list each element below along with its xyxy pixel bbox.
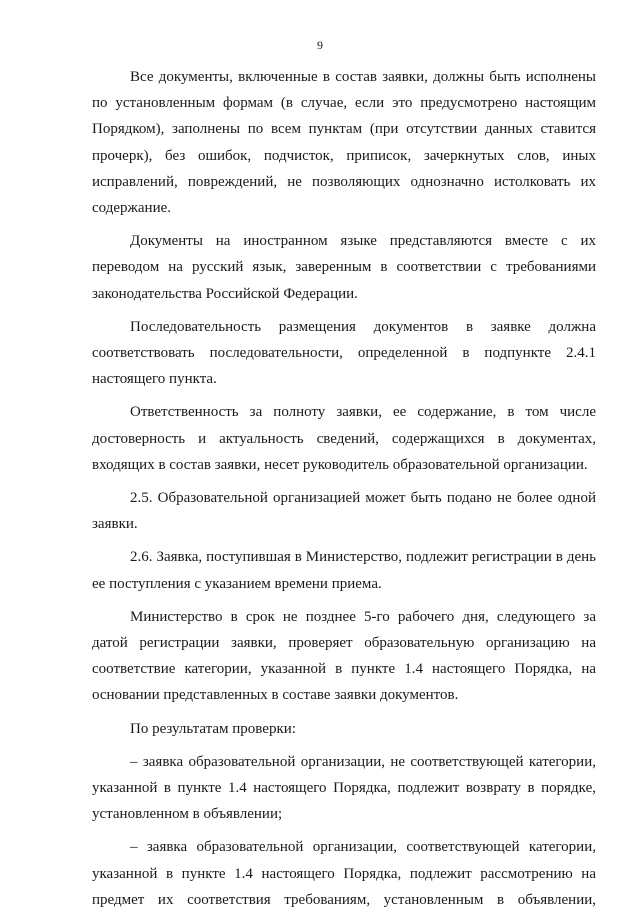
paragraph-documents-form: Все документы, включенные в состав заявки, должны быть исполнены по установленным формам (в случае, если это предусмотрено настоящим Порядком), заполнены по всем пунктам (при отсутствии данных ставится прочерк), без ошибок, подчисток, приписок, зачеркнутых слов, иных исправлений, повреждений, не позволяющих однозначно истолковать их содержание. xyxy=(92,69,596,217)
paragraph-2-6: 2.6. Заявка, поступившая в Министерство, подлежит регистрации в день ее поступления с указанием времени приема. xyxy=(92,549,596,592)
paragraph-check-results: По результатам проверки: xyxy=(130,720,296,737)
list-item-return: – заявка образовательной организации, не соответствующей категории, указанной в пункте 1.4 настоящего Порядка, подлежит возврату в порядке, установленном в объявлении; xyxy=(92,753,596,823)
paragraph-sequence: Последовательность размещения документов в заявке должна соответствовать последовательности, определенной в подпункте 2.4.1 настоящего пункта. xyxy=(92,318,596,388)
paragraph-2-5: 2.5. Образовательной организацией может быть подано не более одной заявки. xyxy=(92,490,596,533)
list-item-review: – заявка образовательной организации, соответствующей категории, указанной в пункте 1.4 настоящего Порядка, подлежит рассмотрению на предмет их соответствия требованиям, установленным в объявлении, xyxy=(92,839,596,908)
page-number: 9 xyxy=(317,38,323,52)
document-body xyxy=(92,64,596,920)
paragraph-foreign-language: Документы на иностранном языке представляются вместе с их переводом на русский язык, заверенным в соответствии с требованиями законодательства Российской Федерации. xyxy=(92,233,596,302)
paragraph-ministry-check: Министерство в срок не позднее 5-го рабочего дня, следующего за датой регистрации заявки, проверяет образовательную организацию на соответствие категории, указанной в пункте 1.4 настоящего Порядка, на основании представленных в составе заявки документов. xyxy=(92,608,596,704)
paragraph-responsibility: Ответственность за полноту заявки, ее содержание, в том числе достоверность и актуальность сведений, содержащихся в документах, входящих в состав заявки, несет руководитель образовательной организации. xyxy=(92,404,596,473)
